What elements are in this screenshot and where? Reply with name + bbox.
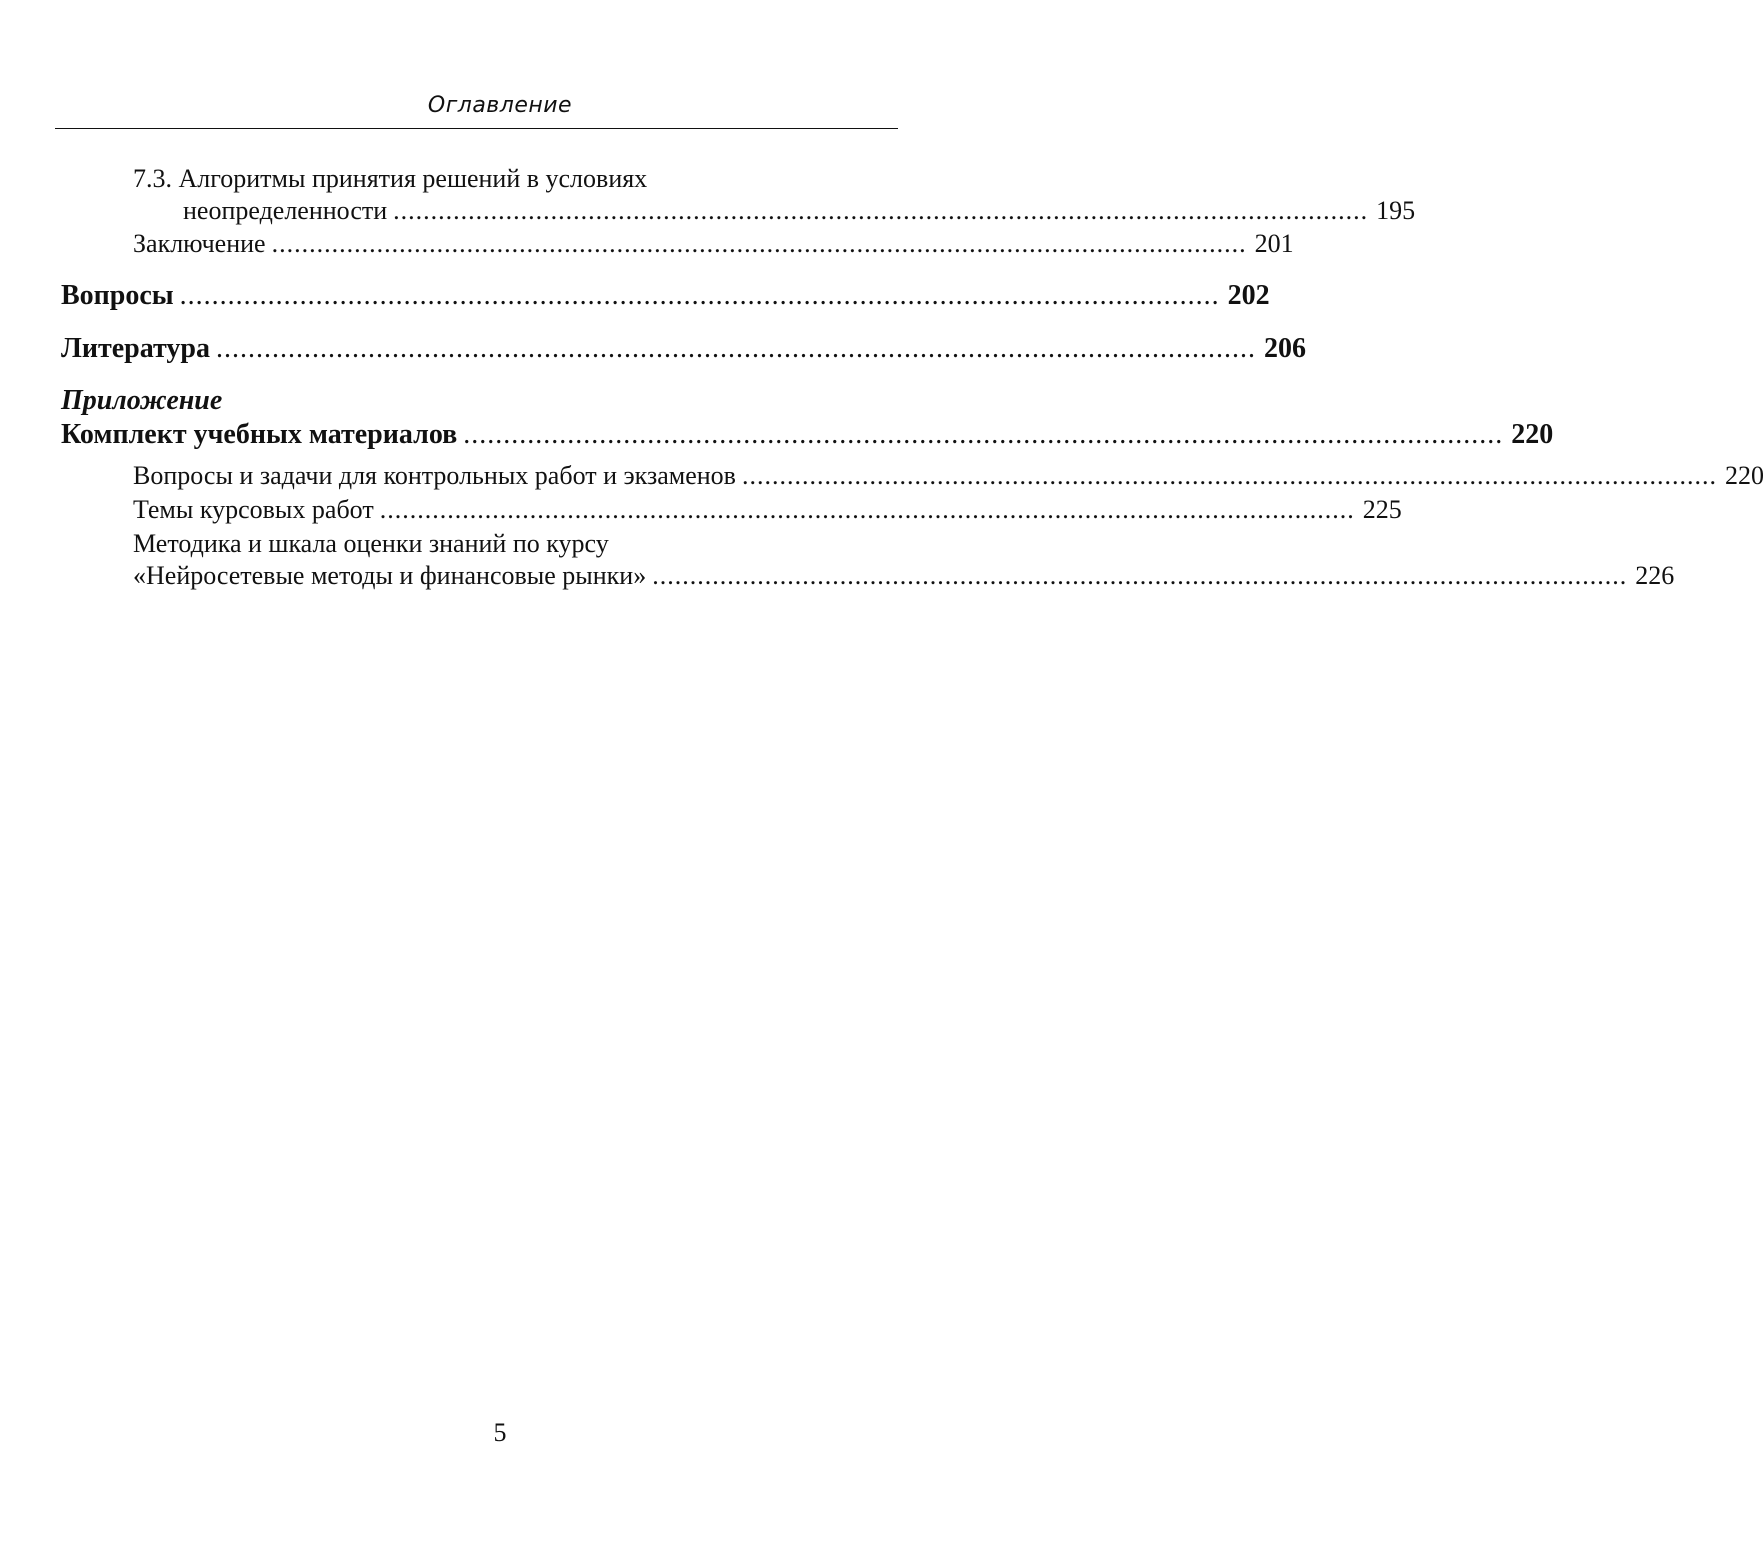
toc-entry-conclusion[interactable]	[133, 229, 1294, 258]
toc-entry-title: Вопросы	[61, 280, 174, 311]
toc-entry-title: Темы курсовых работ	[133, 495, 374, 524]
dot-leader: ..................................................................................................................................	[215, 333, 1256, 364]
toc-entry-appendix-methodology-first-line[interactable]	[133, 531, 609, 557]
appendix-label: Приложение	[61, 385, 223, 416]
dot-leader: ..................................................................................................................................	[741, 461, 1717, 490]
toc-page-number: 220	[1511, 419, 1554, 450]
toc-page-number: 202	[1227, 280, 1270, 311]
toc-entry-appendix[interactable]	[61, 419, 1554, 450]
running-head-title: Оглавление	[427, 93, 573, 118]
dot-leader: ..................................................................................................................................	[379, 495, 1355, 524]
toc-entry-title: Литература	[61, 333, 210, 364]
toc-entry-7-3-second-line[interactable]	[183, 196, 1416, 225]
toc-entry-appendix-questions-tasks[interactable]	[133, 461, 1764, 490]
toc-entry-literature[interactable]	[61, 333, 1306, 364]
toc-entry-appendix-coursework-topics[interactable]	[133, 495, 1402, 524]
toc-page-number: 195	[1376, 196, 1416, 225]
dot-leader: ..................................................................................................................................	[271, 229, 1247, 258]
header-rule	[55, 128, 898, 129]
toc-entry-appendix-methodology-second-line[interactable]	[133, 561, 1675, 590]
dot-leader: ..................................................................................................................................	[179, 280, 1220, 311]
dot-leader: ..................................................................................................................................	[393, 196, 1369, 225]
toc-entry-title: Методика и шкала оценки знаний по курсу	[133, 529, 609, 558]
dot-leader: ..................................................................................................................................	[652, 561, 1628, 590]
page-number: 5	[493, 1418, 507, 1447]
toc-page-number: 225	[1362, 495, 1402, 524]
toc-entry-title: неопределенности	[183, 196, 388, 225]
toc-entry-number: 7.3.	[133, 164, 172, 193]
toc-entry-title: Вопросы и задачи для контрольных работ и экзаменов	[133, 461, 736, 490]
toc-entry-title: «Нейросетевые методы и финансовые рынки»	[133, 561, 647, 590]
toc-page-number: 206	[1263, 333, 1306, 364]
toc-entry-title: Заключение	[133, 229, 266, 258]
toc-entry-7-3-first-line[interactable]	[133, 166, 647, 192]
toc-entry-title: Комплект учебных материалов	[61, 419, 458, 450]
toc-entry-questions[interactable]	[61, 280, 1270, 311]
toc-page-number: 226	[1635, 561, 1675, 590]
dot-leader: ..................................................................................................................................	[463, 419, 1504, 450]
toc-page-number: 201	[1254, 229, 1294, 258]
toc-page-number: 220	[1724, 461, 1764, 490]
toc-entry-title: Алгоритмы принятия решений в условиях	[178, 164, 648, 193]
